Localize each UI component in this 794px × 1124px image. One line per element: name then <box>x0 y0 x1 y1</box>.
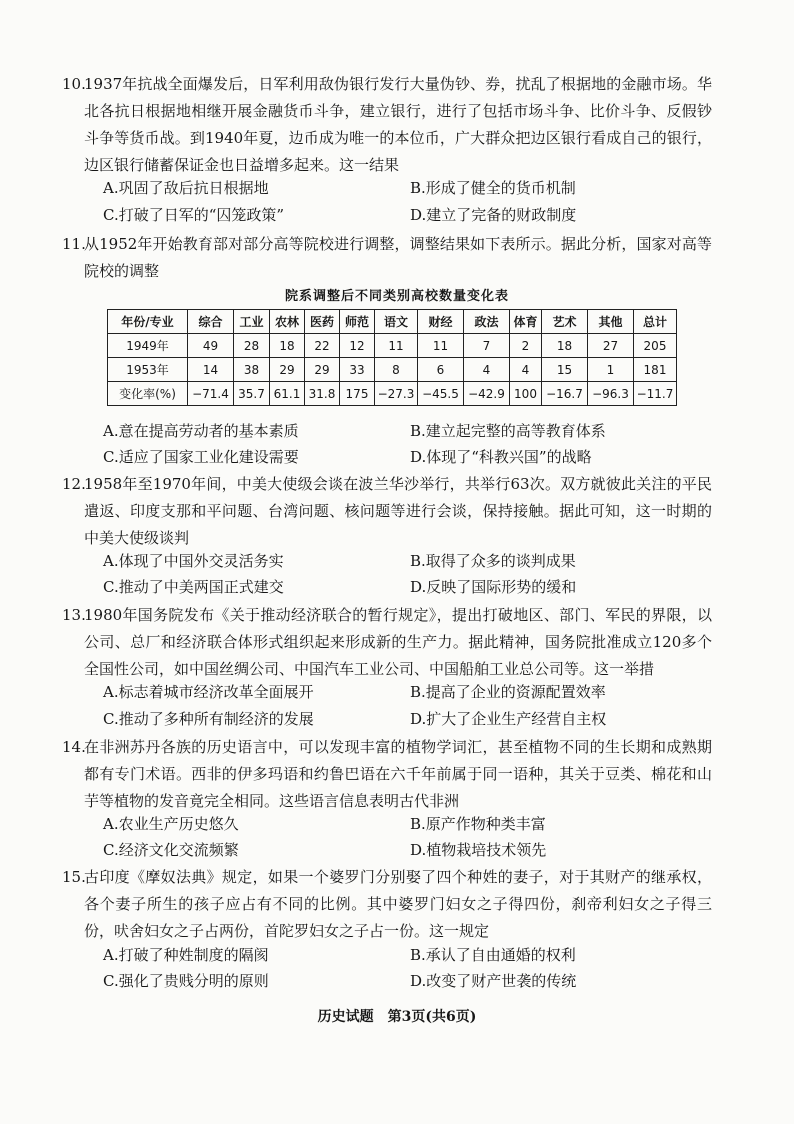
question-15-number: 15. <box>62 868 86 886</box>
table-title: 院系调整后不同类别高校数量变化表 <box>284 289 509 304</box>
table-cell: 175 <box>340 382 375 406</box>
question-11-option-a[interactable]: A.意在提高劳动者的基本素质 <box>103 422 299 440</box>
table-header-cell: 综合 <box>188 310 234 334</box>
table-cell: 27 <box>588 334 634 358</box>
question-12-option-c[interactable]: C.推动了中美两国正式建交 <box>103 578 284 596</box>
table-cell: 38 <box>234 358 270 382</box>
question-14-option-a[interactable]: A.农业生产历史悠久 <box>103 815 239 833</box>
table-cell: 14 <box>188 358 234 382</box>
question-11-option-c[interactable]: C.适应了国家工业化建设需要 <box>103 448 299 466</box>
question-13-option-c[interactable]: C.推动了多种所有制经济的发展 <box>103 710 314 728</box>
table-cell: 205 <box>634 334 677 358</box>
table-cell: −16.7 <box>542 382 588 406</box>
table-header-cell: 师范 <box>340 310 375 334</box>
question-11-option-d[interactable]: D.体现了“科教兴国”的战略 <box>410 448 592 466</box>
table-cell: 35.7 <box>234 382 270 406</box>
question-12-option-b[interactable]: B.取得了众多的谈判成果 <box>410 552 576 570</box>
table-cell: 2 <box>510 334 542 358</box>
question-13-stem <box>62 602 712 683</box>
table-header-cell: 农林 <box>270 310 305 334</box>
question-12-text: 1958年至1970年间，中美大使级会谈在波兰华沙举行，共举行63次。双方就彼此关注的平民遣返、印度支那和平问题、台湾问题、核问题等进行会谈，保持接触。据此可知，这一时期的中美大使级谈判 <box>84 475 712 547</box>
table-cell: 22 <box>305 334 340 358</box>
table-header-cell: 政法 <box>464 310 510 334</box>
table-cell: −11.7 <box>634 382 677 406</box>
question-15-option-a[interactable]: A.打破了种姓制度的隔阂 <box>103 946 269 964</box>
table-cell: 18 <box>542 334 588 358</box>
table-cell: 1 <box>588 358 634 382</box>
table-cell: 33 <box>340 358 375 382</box>
table-header-cell: 总计 <box>634 310 677 334</box>
table-cell: 100 <box>510 382 542 406</box>
question-15-option-d[interactable]: D.改变了财产世袭的传统 <box>410 972 577 990</box>
table-header-cell: 体育 <box>510 310 542 334</box>
table-cell: 29 <box>270 358 305 382</box>
table-cell: 15 <box>542 358 588 382</box>
table-cell: 11 <box>375 334 418 358</box>
question-14-option-b[interactable]: B.原产作物种类丰富 <box>410 815 546 833</box>
question-10-option-c[interactable]: C.打破了日军的“囚笼政策” <box>103 206 285 224</box>
table-cell: 4 <box>510 358 542 382</box>
question-11-number: 11. <box>62 235 86 253</box>
table-header-cell: 其他 <box>588 310 634 334</box>
question-15-option-b[interactable]: B.承认了自由通婚的权利 <box>410 946 576 964</box>
college-adjustment-table <box>107 309 677 406</box>
table-header-cell: 医药 <box>305 310 340 334</box>
question-14-stem <box>62 734 712 815</box>
question-10-option-d[interactable]: D.建立了完备的财政制度 <box>410 206 577 224</box>
question-12-stem <box>62 471 712 552</box>
table-row <box>108 382 677 406</box>
question-13-option-a[interactable]: A.标志着城市经济改革全面展开 <box>103 683 314 701</box>
table-cell: 4 <box>464 358 510 382</box>
table-cell: 31.8 <box>305 382 340 406</box>
table-cell: 18 <box>270 334 305 358</box>
table-cell: 12 <box>340 334 375 358</box>
table-header-cell: 艺术 <box>542 310 588 334</box>
question-10-stem <box>62 71 712 179</box>
page-footer: 历史试题 第3页(共6页) <box>317 1009 477 1025</box>
table-cell: 28 <box>234 334 270 358</box>
table-header-row <box>108 310 677 334</box>
question-12-option-d[interactable]: D.反映了国际形势的缓和 <box>410 578 577 596</box>
table-header-cell: 年份/专业 <box>108 310 188 334</box>
question-14-number: 14. <box>62 738 86 756</box>
table-cell: 7 <box>464 334 510 358</box>
question-14-option-c[interactable]: C.经济文化交流频繁 <box>103 841 239 859</box>
question-13-option-d[interactable]: D.扩大了企业生产经营自主权 <box>410 710 607 728</box>
table-cell: 1953年 <box>108 358 188 382</box>
table-row <box>108 334 677 358</box>
question-11-option-b[interactable]: B.建立起完整的高等教育体系 <box>410 422 606 440</box>
table-cell: −45.5 <box>418 382 464 406</box>
question-12-option-a[interactable]: A.体现了中国外交灵活务实 <box>103 552 284 570</box>
question-15-option-c[interactable]: C.强化了贵贱分明的原则 <box>103 972 269 990</box>
question-13-number: 13. <box>62 606 86 624</box>
table-cell: 49 <box>188 334 234 358</box>
table-cell: 6 <box>418 358 464 382</box>
question-14-text: 在非洲苏丹各族的历史语言中，可以发现丰富的植物学词汇，甚至植物不同的生长期和成熟期都有专门术语。西非的伊多玛语和约鲁巴语在六千年前属于同一语种，其关于豆类、棉花和山芋等植物的发音竟完全相同。这些语言信息表明古代非洲 <box>84 738 712 810</box>
table-cell: 29 <box>305 358 340 382</box>
table-cell: 61.1 <box>270 382 305 406</box>
table-header-cell: 工业 <box>234 310 270 334</box>
question-11-text: 从1952年开始教育部对部分高等院校进行调整，调整结果如下表所示。据此分析，国家对高等院校的调整 <box>84 235 712 280</box>
table-cell: 8 <box>375 358 418 382</box>
table-cell: 变化率(%) <box>108 382 188 406</box>
table-cell: −71.4 <box>188 382 234 406</box>
question-13-option-b[interactable]: B.提高了企业的资源配置效率 <box>410 683 606 701</box>
table-cell: −42.9 <box>464 382 510 406</box>
table-cell: 181 <box>634 358 677 382</box>
table-row <box>108 358 677 382</box>
question-10-number: 10. <box>62 75 86 93</box>
question-10-text: 1937年抗战全面爆发后，日军利用敌伪银行发行大量伪钞、券，扰乱了根据地的金融市场。华北各抗日根据地相继开展金融货币斗争，建立银行，进行了包括市场斗争、比价斗争、反假钞斗争等货币战。到1940年夏，边币成为唯一的本位币，广大群众把边区银行看成自己的银行，边区银行储蓄保证金也日益增多起来。这一结果 <box>84 75 712 174</box>
question-10-option-b[interactable]: B.形成了健全的货币机制 <box>410 179 576 197</box>
question-10-option-a[interactable]: A.巩固了敌后抗日根据地 <box>103 179 269 197</box>
table-header-cell: 语文 <box>375 310 418 334</box>
question-13-text: 1980年国务院发布《关于推动经济联合的暂行规定》，提出打破地区、部门、军民的界限，以公司、总厂和经济联合体形式组织起来形成新的生产力。据此精神，国务院批准成立120多个全国性公司，如中国丝绸公司、中国汽车工业公司、中国船舶工业总公司等。这一举措 <box>84 606 712 678</box>
question-15-stem <box>62 864 712 945</box>
question-11-stem <box>62 231 712 285</box>
table-header-cell: 财经 <box>418 310 464 334</box>
question-12-number: 12. <box>62 475 86 493</box>
table-cell: 11 <box>418 334 464 358</box>
question-15-text: 古印度《摩奴法典》规定，如果一个婆罗门分别娶了四个种姓的妻子，对于其财产的继承权，各个妻子所生的孩子应占有不同的比例。其中婆罗门妇女之子得四份，刹帝利妇女之子得三份，吠舍妇女之子占两份，首陀罗妇女之子占一份。这一规定 <box>84 868 712 940</box>
table-cell: 1949年 <box>108 334 188 358</box>
table-cell: −27.3 <box>375 382 418 406</box>
question-14-option-d[interactable]: D.植物栽培技术领先 <box>410 841 547 859</box>
table-cell: −96.3 <box>588 382 634 406</box>
